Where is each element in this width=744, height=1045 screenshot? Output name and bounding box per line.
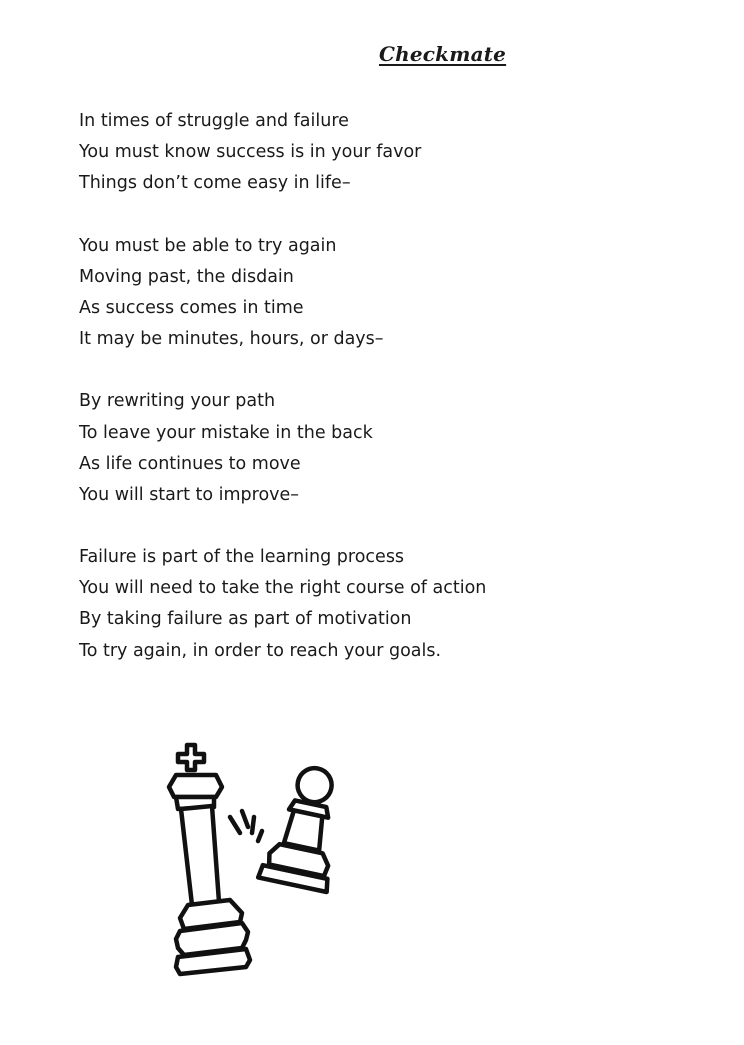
stanza-divider bbox=[79, 200, 486, 231]
stanza-4 bbox=[79, 542, 486, 667]
poem-line: Moving past, the disdain bbox=[79, 266, 294, 287]
poem-line: As life continues to move bbox=[79, 453, 301, 474]
poem-line: To leave your mistake in the back bbox=[79, 422, 373, 443]
poem-line: In times of struggle and failure bbox=[79, 111, 349, 131]
poem-line: To try again, in order to reach your goals. bbox=[79, 640, 442, 661]
poem-line: You must know success is in your favor bbox=[79, 142, 422, 163]
poem-title: Checkmate bbox=[379, 42, 507, 66]
poem-line: Failure is part of the learning process bbox=[79, 547, 405, 568]
stanza-3 bbox=[79, 386, 486, 511]
chess-king-pawn-icon bbox=[150, 735, 350, 985]
poem-line: By taking failure as part of motivation bbox=[79, 609, 412, 630]
poem-line: You will start to improve– bbox=[79, 484, 300, 505]
stanza-2 bbox=[79, 231, 486, 356]
poem-body bbox=[79, 106, 486, 667]
poem-line: You will need to take the right course of action bbox=[79, 578, 487, 599]
poem-line: You must be able to try again bbox=[79, 235, 337, 256]
poem-line: As success comes in time bbox=[79, 297, 304, 318]
poem-line: By rewriting your path bbox=[79, 391, 276, 412]
poem-line: Things don’t come easy in life– bbox=[79, 173, 351, 194]
impact-marks-icon bbox=[230, 811, 262, 841]
king-piece-icon bbox=[169, 745, 250, 974]
poem-line: It may be minutes, hours, or days– bbox=[79, 329, 384, 350]
pawn-piece-icon bbox=[258, 761, 350, 892]
stanza-divider bbox=[79, 511, 486, 542]
stanza-1 bbox=[79, 106, 486, 200]
stanza-divider bbox=[79, 355, 486, 386]
